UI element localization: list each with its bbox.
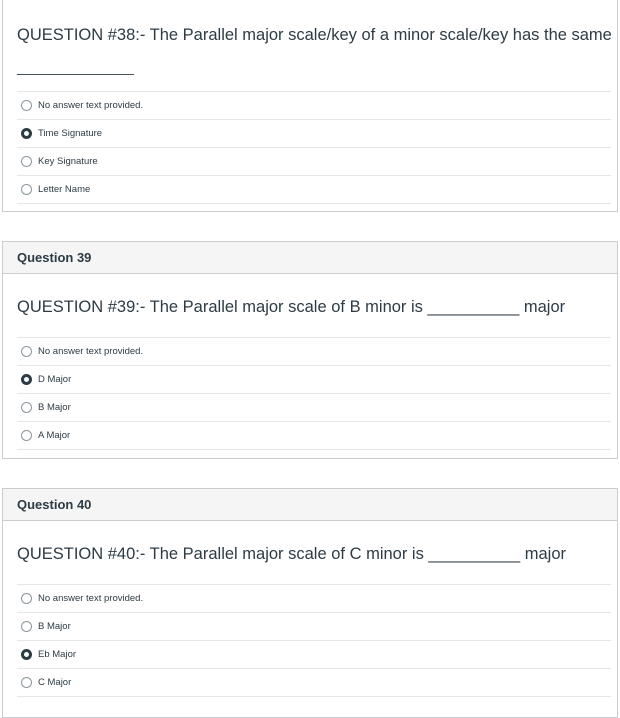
answer-option[interactable] [17,640,611,668]
answer-option[interactable] [17,175,611,204]
answer-label: C Major [38,677,72,688]
answer-option[interactable] [17,393,611,421]
radio-button-selected[interactable] [21,374,32,385]
answer-option[interactable] [17,365,611,393]
question-card-40 [2,488,618,718]
answer-label: No answer text provided. [38,100,144,111]
radio-button[interactable] [21,621,32,632]
radio-button[interactable] [21,677,32,688]
answer-option[interactable] [17,612,611,640]
radio-button[interactable] [21,156,32,167]
answer-option[interactable] [17,421,611,450]
answer-option[interactable] [17,147,611,175]
answer-option[interactable] [17,584,611,612]
question-blank-38: _______________ [17,59,134,75]
question-header-39: Question 39 [3,242,617,274]
radio-button[interactable] [21,100,32,111]
answer-label: B Major [38,402,71,413]
answer-label: A Major [38,430,71,441]
radio-button-selected[interactable] [21,128,32,139]
answer-label: Eb Major [38,649,77,660]
radio-button-selected[interactable] [21,649,32,660]
question-header-40: Question 40 [3,489,617,521]
radio-button[interactable] [21,184,32,195]
answer-option[interactable] [17,119,611,147]
answer-list-39 [17,337,611,450]
radio-button[interactable] [21,430,32,441]
answer-label: Key Signature [38,156,98,167]
question-text-39: QUESTION #39:- The Parallel major scale of B minor is __________ major [17,298,566,316]
answer-label: B Major [38,621,71,632]
answer-label: Time Signature [38,128,103,139]
answer-label: Letter Name [38,184,91,195]
answer-label: No answer text provided. [38,593,144,604]
question-text-40: QUESTION #40:- The Parallel major scale of C minor is __________ major [17,545,567,563]
answer-label: No answer text provided. [38,346,144,357]
answer-list-40 [17,584,611,697]
question-text-38: QUESTION #38:- The Parallel major scale/key of a minor scale/key has the same [17,26,612,44]
answer-label: D Major [38,374,72,385]
answer-list-38 [17,91,611,204]
radio-button[interactable] [21,346,32,357]
radio-button[interactable] [21,593,32,604]
answer-option[interactable] [17,337,611,365]
question-card-38 [2,0,618,212]
question-card-39 [2,241,618,459]
radio-button[interactable] [21,402,32,413]
answer-option[interactable] [17,668,611,697]
answer-option[interactable] [17,91,611,119]
